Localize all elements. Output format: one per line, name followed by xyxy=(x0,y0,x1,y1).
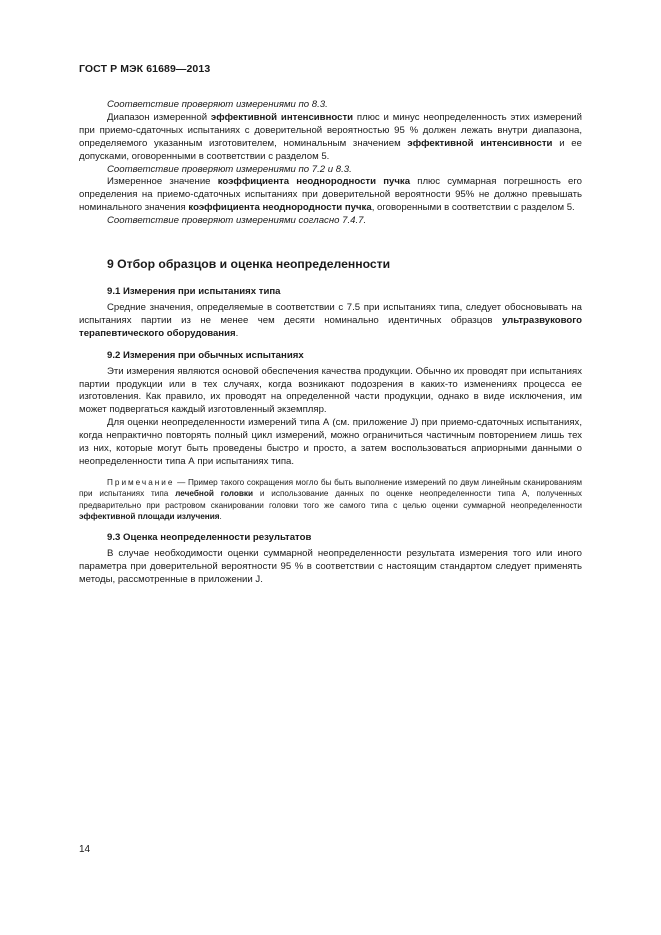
text-run: — Пример такого сокращения могло бы быть выполнение измерений по двум линейным сканированиям при испытаниях типа xyxy=(79,477,582,499)
term-treatment-head: лечебной головки xyxy=(175,489,254,499)
text-run: , оговоренными в соответствии с разделом 5. xyxy=(371,202,575,214)
paragraph-9-2-a: Эти измерения являются основой обеспечения качества продукции. Обычно их проводят при испытаниях партии продукции или в тех случаях, когда возникают подозрения в каких-то изменениях процесса ее изготовления. Как правило, их проводят на определенной части продукции, однако в виде исключения, им может подвергаться каждый изготовленный экземпляр. xyxy=(79,365,582,416)
paragraph-beam-nonuniformity xyxy=(79,176,582,215)
note-9-2 xyxy=(79,477,582,523)
paragraph-effective-intensity xyxy=(79,112,582,164)
term-beam-nonuniformity: коэффициента неоднородности пучка xyxy=(188,202,372,214)
paragraph-9-3: В случае необходимости оценки суммарной неопределенности результата измерения того или иного параметра при доверительной вероятности 95 % в соответствии с настоящим стандартом следует применять методы, рассмотренные в приложении J. xyxy=(79,547,582,585)
term-ultrasound-equipment: ультразвукового терапевтического оборудования xyxy=(79,314,582,339)
compliance-note-2: Соответствие проверяют измерениями по 7.2 и 8.3. xyxy=(107,163,352,175)
text-run: . xyxy=(219,512,222,522)
text-run: . xyxy=(235,327,239,339)
compliance-note-1: Соответствие проверяют измерениями по 8.3. xyxy=(107,99,328,110)
subsection-9-2-heading: 9.2 Измерения при обычных испытаниях xyxy=(107,349,304,361)
compliance-note-3: Соответствие проверяют измерениями согласно 7.4.7. xyxy=(107,215,367,227)
subsection-9-3-heading: 9.3 Оценка неопределенности результатов xyxy=(107,531,312,543)
text-run: Средние значения, определяемые в соответствии с 7.5 при испытаниях типа, следует обосновывать на испытаниях партии из не менее чем десяти номинально идентичных образцов xyxy=(79,301,582,326)
text-run: плюс и минус неопределенность этих измерений при приемо-сдаточных испытаниях с доверительной вероятностью 95 % должен лежать внутри диапазона, определяемого указанным изготовителем, номинальным значением xyxy=(79,111,582,149)
text-run: плюс суммарная погрешность его определения на приемо-сдаточных испытаниях при доверительной вероятности 95% не должно превышать номинального значения xyxy=(79,176,582,214)
subsection-9-1-heading: 9.1 Измерения при испытаниях типа xyxy=(107,286,281,298)
term-effective-intensity: эффективной интенсивности xyxy=(407,137,553,149)
term-effective-radiating-area: эффективной площади излучения xyxy=(79,512,220,522)
page-number: 14 xyxy=(79,844,91,855)
note-label: Примечание xyxy=(107,477,175,487)
text-run: Измеренное значение xyxy=(107,176,218,188)
document-header: ГОСТ Р МЭК 61689—2013 xyxy=(79,63,211,75)
paragraph-9-1 xyxy=(79,302,582,341)
page-body xyxy=(79,99,582,586)
text-run: и использование данных по оценке неопределенности типа А, полученных предварительно при растровом сканировании головки того же самого типа с целью оценки суммарной неопределенности xyxy=(79,489,583,510)
term-effective-intensity: эффективной интенсивности xyxy=(210,111,354,123)
paragraph-9-2-b: Для оценки неопределенности измерений типа А (см. приложение J) при приемо-сдаточных испытаниях, когда непрактично повторять полный цикл измерений, можно ограничиться частичным повторением лишь тех из них, которые могут быть проведены быстро и просто, а затем воспользоваться априорными данными о неопределенности типа А при испытаниях типа. xyxy=(79,417,582,467)
term-beam-nonuniformity: коэффициента неоднородности пучка xyxy=(217,176,411,188)
section-9-heading: 9 Отбор образцов и оценка неопределенности xyxy=(107,257,391,272)
text-run: и ее допусками, оговоренными в соответствии с разделом 5. xyxy=(79,137,582,162)
text-run: Диапазон измеренной xyxy=(107,111,211,123)
